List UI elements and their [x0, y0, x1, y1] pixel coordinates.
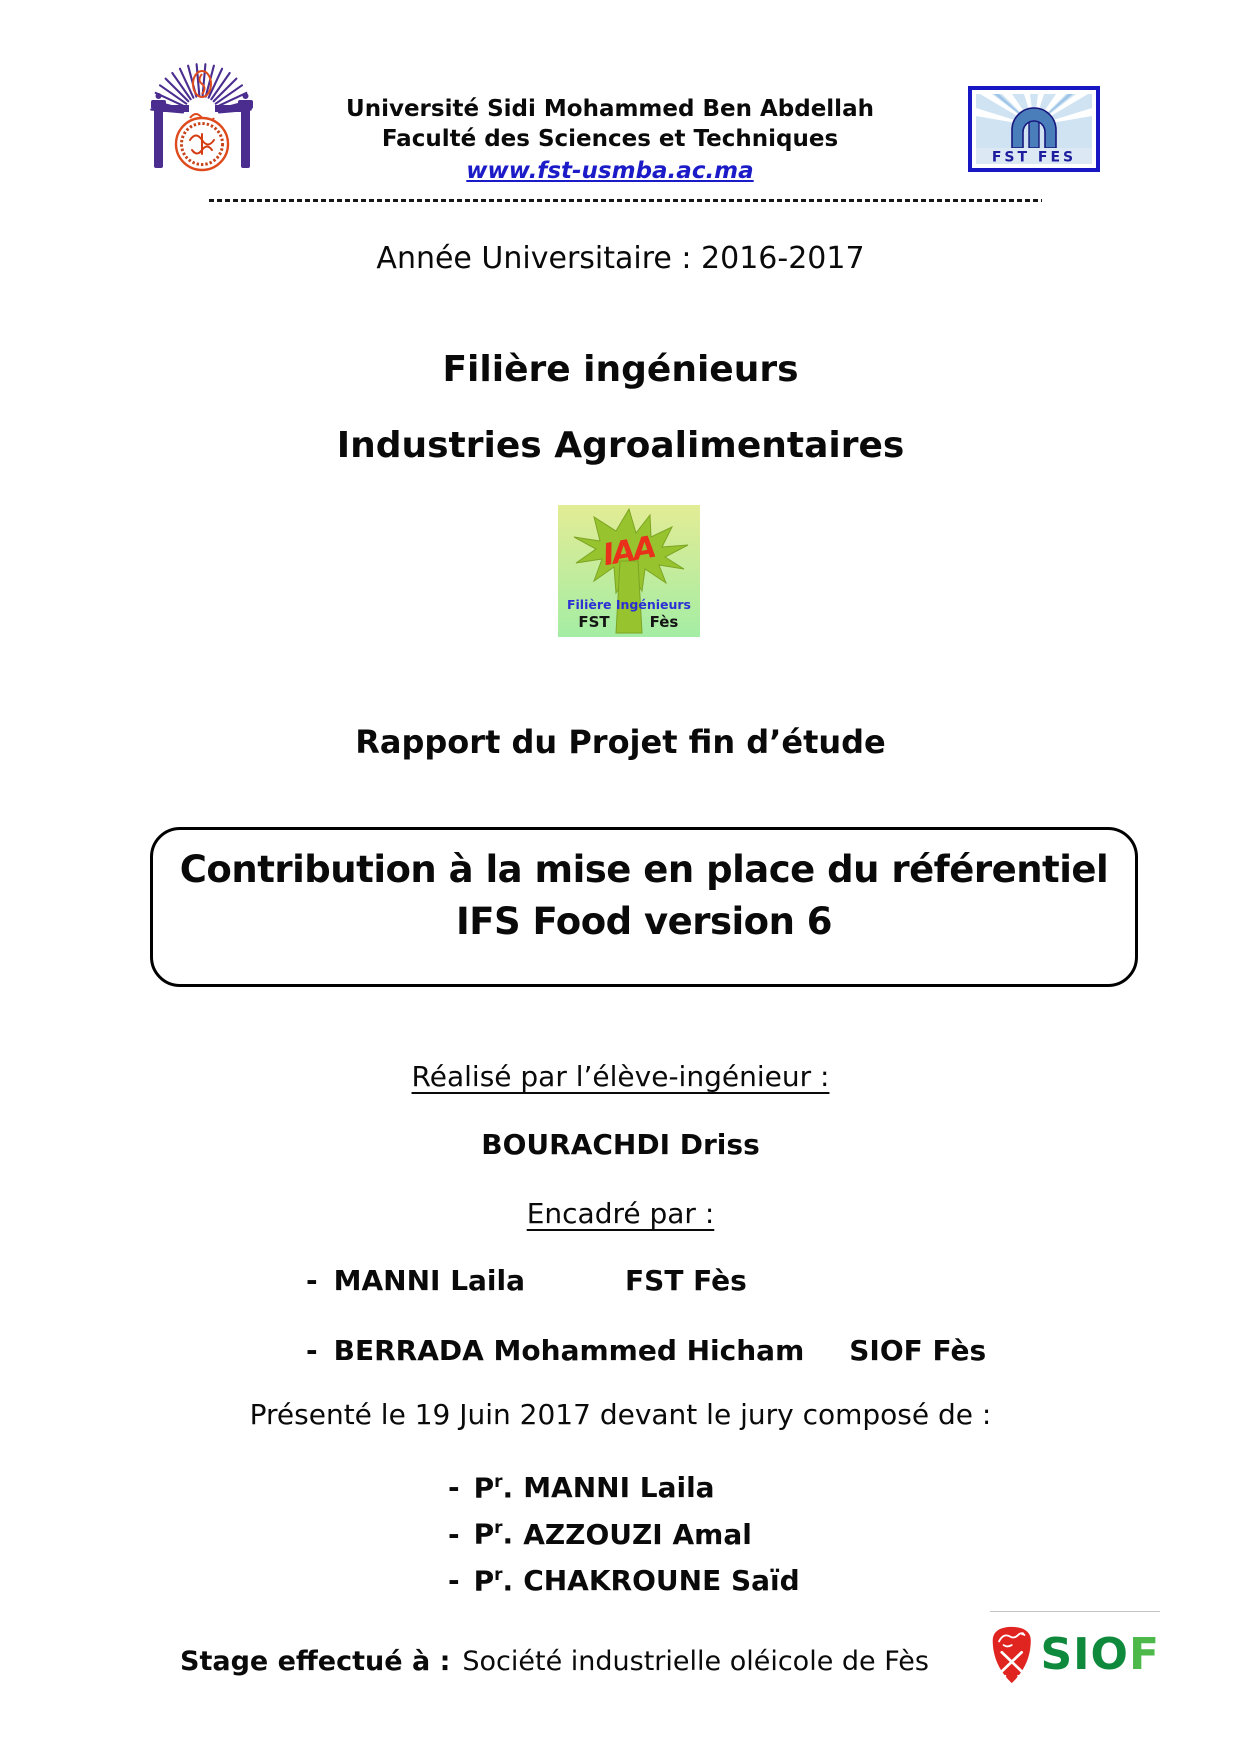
jury-list: [448, 1462, 800, 1601]
jury-title-sup: r: [494, 1472, 503, 1492]
jury-title: P: [473, 1517, 495, 1551]
program-line2: Industries Agroalimentaires: [336, 425, 905, 466]
fst-logo-label: FST FES: [991, 149, 1077, 166]
supervisor-row: [306, 1264, 747, 1297]
university-emblem-logo: [148, 48, 256, 184]
bullet-dash: -: [306, 1334, 318, 1367]
website-link[interactable]: www.fst-usmba.ac.ma: [466, 158, 754, 184]
iaa-fes-label: Fès: [649, 613, 679, 631]
jury-title-dot: .: [502, 1563, 514, 1597]
header-text-block: [290, 94, 930, 185]
jury-row: [448, 1555, 800, 1601]
internship-label: Stage effectué à :: [180, 1646, 451, 1677]
bullet-dash: -: [306, 1264, 318, 1297]
siof-text-main: SIO: [1040, 1629, 1129, 1680]
fst-fes-logo: [968, 86, 1100, 172]
supervisors-heading: Encadré par :: [526, 1197, 715, 1230]
jury-title: P: [473, 1471, 495, 1505]
siof-badge-icon: [990, 1623, 1033, 1687]
academic-year: Année Universitaire : 2016-2017: [376, 241, 865, 276]
title-box: [150, 827, 1138, 987]
title-line1: Contribution à la mise en place du référentiel: [179, 848, 1109, 891]
jury-member-name: AZZOUZI Amal: [523, 1517, 752, 1551]
bullet-dash: -: [448, 1563, 460, 1597]
faculty-name: Faculté des Sciences et Techniques: [381, 126, 839, 152]
siof-wordmark: [1040, 1629, 1160, 1680]
iaa-caption: Filière Ingénieurs: [566, 597, 692, 612]
author-name: BOURACHDI Driss: [481, 1128, 760, 1161]
supervisor-name: MANNI Laila: [333, 1264, 526, 1297]
bullet-dash: -: [448, 1471, 460, 1505]
jury-row: [448, 1508, 800, 1554]
jury-title-sup: r: [494, 1564, 503, 1585]
report-type: Rapport du Projet fin d’étude: [355, 723, 886, 761]
jury-title-sup: r: [494, 1518, 503, 1539]
program-line1: Filière ingénieurs: [442, 349, 799, 390]
iaa-acronym: IAA: [600, 529, 658, 574]
jury-row: [448, 1462, 800, 1508]
bullet-dash: -: [448, 1517, 460, 1551]
supervisor-org: SIOF Fès: [849, 1334, 987, 1367]
author-heading: Réalisé par l’élève-ingénieur :: [411, 1060, 830, 1093]
jury-title-dot: .: [502, 1471, 514, 1505]
jury-title: P: [473, 1563, 495, 1597]
jury-member-name: CHAKROUNE Saïd: [523, 1563, 800, 1597]
supervisor-org: FST Fès: [625, 1264, 747, 1297]
title-line2: IFS Food version 6: [455, 900, 833, 943]
siof-logo: [990, 1611, 1160, 1691]
internship-company: Société industrielle oléicole de Fès: [462, 1646, 929, 1677]
iaa-program-logo: [558, 505, 700, 637]
internship-line: [180, 1646, 929, 1677]
supervisor-name: BERRADA Mohammed Hicham: [333, 1334, 805, 1367]
supervisor-row: [306, 1334, 986, 1367]
university-name: Université Sidi Mohammed Ben Abdellah: [346, 96, 874, 122]
jury-member-name: MANNI Laila: [523, 1471, 715, 1505]
jury-title-dot: .: [502, 1517, 514, 1551]
separator-dashed-line: [209, 199, 1042, 202]
iaa-fst-label: FST: [578, 613, 610, 631]
siof-text-accent: F: [1128, 1629, 1160, 1680]
jury-intro: Présenté le 19 Juin 2017 devant le jury composé de :: [249, 1398, 992, 1431]
